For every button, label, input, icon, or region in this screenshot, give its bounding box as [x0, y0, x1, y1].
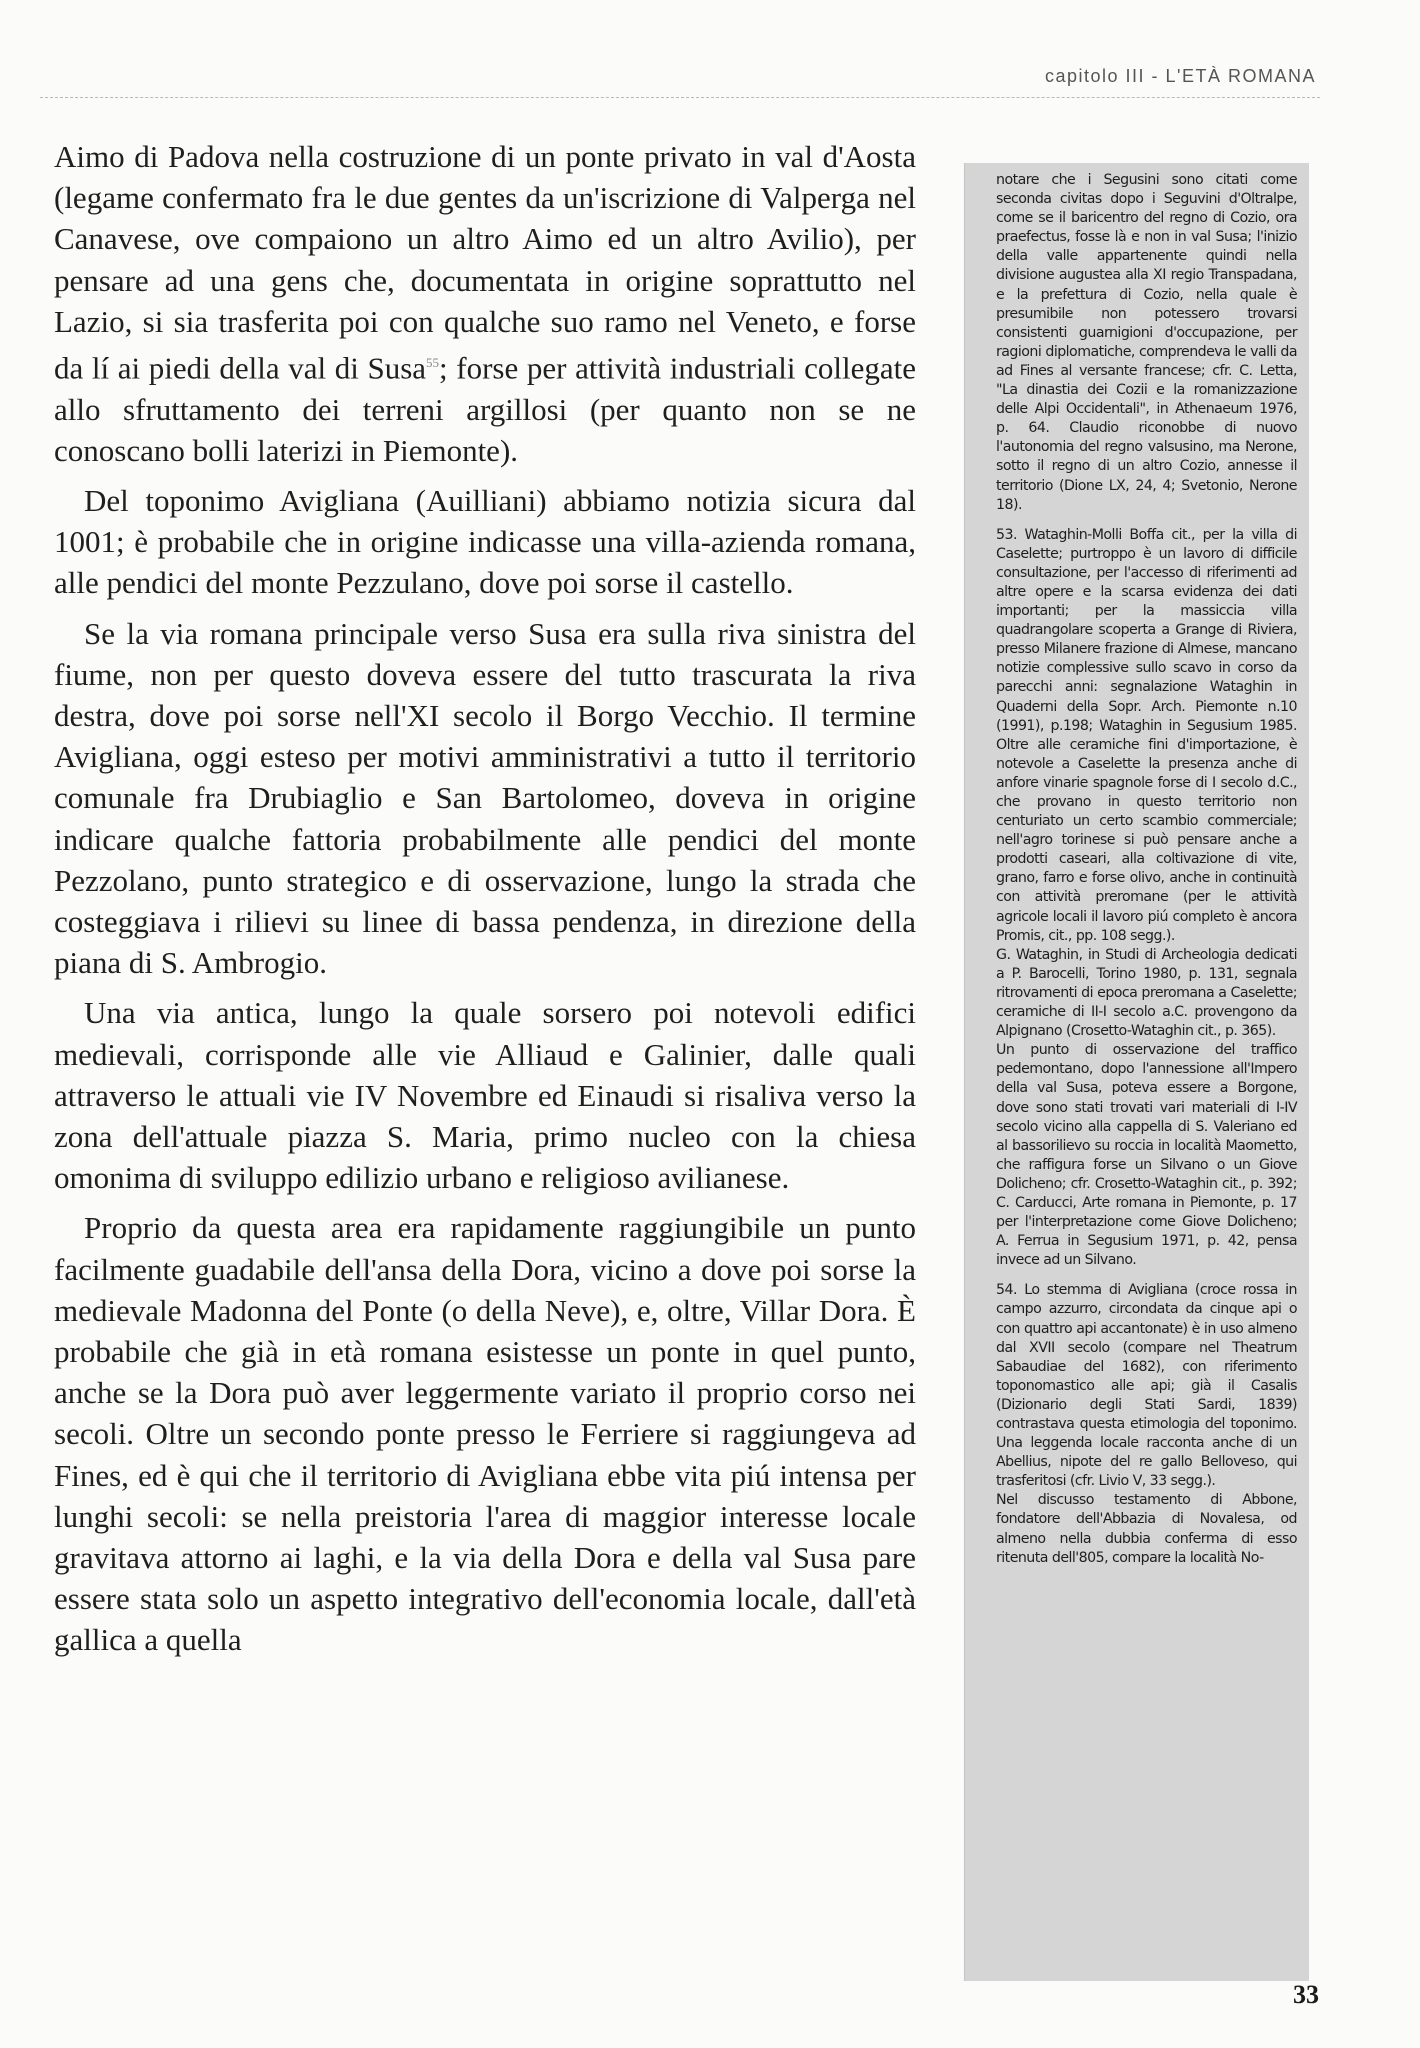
footnote-53-continued: G. Wataghin, in Studi di Archeologia dedicati a P. Barocelli, Torino 1980, p. 131, segnala ritrovamenti di epoca preromana a Caselette; ceramiche di II-I secolo a.C. provengono da Alpignano (Crosetto-Wataghin cit., p. 365).: [996, 946, 1297, 1040]
footnotes-sidebar: [964, 163, 1309, 1981]
main-paragraph: Proprio da questa area era rapidamente raggiungibile un punto facilmente guadabile dell'ansa della Dora, vicino a dove poi sorse la medievale Madonna del Ponte (o della Neve), e, oltre, Villar Dora. È probabile che già in età romana esistesse un ponte in quel punto, anche se la Dora può aver leggermente variato il proprio corso nei secoli. Oltre un secondo ponte presso le Ferriere si raggiungeva ad Fines, ed è qui che il territorio di Avigliana ebbe vita piú intensa per lunghi secoli: se nella preistoria l'area di maggior interesse locale gravitava attorno ai laghi, e la via della Dora e della val Susa pare essere stata solo un aspetto integrativo dell'economia locale, dall'età gallica a quella: [54, 1210, 916, 1658]
main-text-column: [54, 136, 916, 1670]
footnote: notare che i Segusini sono citati come seconda civitas dopo i Seguvini d'Oltralpe, come se il baricentro del regno di Cozio, ora praefectus, fosse là e non in val Susa; l'inizio della valle appartenente quindi nella divisione augustea alla XI regio Transpadana, e la prefettura di Cozio, nella quale è presumibile non potessero trovarsi consistenti guarnigioni d'occupazione, per ragioni diplomatiche, comprendeva le valli da ad Fines al versante francese; cfr. C. Letta, "La dinastia dei Cozii e la romanizzazione delle Alpi Occidentali", in Athenaeum 1976, p. 64. Claudio riconobbe di nuovo l'autonomia del regno valsusino, ma Nerone, sotto il regno di un altro Cozio, annesse il territorio (Dione LX, 24, 4; Svetonio, Nerone 18).: [996, 172, 1297, 513]
main-paragraph: Del toponimo Avigliana (Auilliani) abbiamo notizia sicura dal 1001; è probabile che in origine indicasse una villa-azienda romana, alle pendici del monte Pezzulano, dove poi sorse il castello.: [54, 482, 916, 601]
footnote-53-continued: Un punto di osservazione del traffico pedemontano, dopo l'annessione all'Impero della val Susa, poteva essere a Borgone, dove sono stati trovati vari materiali di I-IV secolo vicino alla cappella di S. Valeriano ed al bassorilievo su roccia in località Maometto, che raffigura forse un Silvano o un Giove Dolicheno; cfr. Crosetto-Wataghin cit., p. 392; C. Carducci, Arte romana in Piemonte, p. 17 per l'interpretazione come Giove Dolicheno; A. Ferrua in Segusium 1971, p. 42, pensa invece ad un Silvano.: [996, 1042, 1297, 1269]
footnote-53: 53. Wataghin-Molli Boffa cit., per la villa di Caselette; purtroppo è un lavoro di difficile consultazione, per l'accesso di riferimenti ad altre opere e la scarsa evidenza dei dati importanti; per la massiccia villa quadrangolare scoperta a Grange di Riviera, presso Milanere frazione di Almese, mancano notizie complessive sullo scavo in corso da parecchi anni: segnalazione Wataghin in Quaderni della Sopr. Arch. Piemonte n.10 (1991), p.198; Wataghin in Segusium 1985. Oltre alle ceramiche fini d'importazione, è notevole a Caselette la presenza anche di anfore vinarie spagnole forse di I secolo d.C., che provano in questo territorio non centuriato un certo scambio commerciale; nell'agro torinese si può pensare anche a prodotti caseari, alla coltivazione di vite, grano, farro e forse olivo, anche in continuità con attività preromane (per le attività agricole locali il lavoro piú completo è ancora Promis, cit., pp. 108 segg.).: [996, 526, 1297, 944]
footnote-54-continued: Nel discusso testamento di Abbone, fondatore dell'Abbazia di Novalesa, od almeno nella dubbia conferma di esso ritenuta dell'805, compare la località No-: [996, 1492, 1297, 1566]
main-paragraph: Una via antica, lungo la quale sorsero poi notevoli edifici medievali, corrisponde alle vie Alliaud e Galinier, dalle quali attraverso le attuali vie IV Novembre ed Einaudi si risaliva verso la zona dell'attuale piazza S. Maria, primo nucleo con la chiesa omonima di sviluppo edilizio urbano e religioso avilianese.: [54, 995, 916, 1196]
page-number: 33: [1293, 1980, 1319, 2009]
footnote-reference: 55: [426, 355, 440, 371]
running-head: capitolo III - L'ETÀ ROMANA: [1044, 66, 1316, 86]
main-paragraph: [54, 136, 916, 471]
main-paragraph: Se la via romana principale verso Susa era sulla riva sinistra del fiume, non per questo doveva essere del tutto trascurata la riva destra, dove poi sorse nell'XI secolo il Borgo Vecchio. Il termine Avigliana, oggi esteso per motivi amministrativi a tutto il territorio comunale fra Drubiaglio e San Bartolomeo, doveva in origine indicare qualche fattoria probabilmente alle pendici del monte Pezzolano, punto strategico e di osservazione, lungo la strada che costeggiava i rilievi su linee di bassa pendenza, in direzione della piana di S. Ambrogio.: [54, 615, 916, 981]
main-paragraph-text: Aimo di Padova nella costruzione di un ponte privato in val d'Aosta (legame confermato fra le due gentes da un'iscrizione di Valperga nel Canavese, ove compaiono un altro Aimo ed un altro Avilio), per pensare ad una gens che, documentata in origine soprattutto nel Lazio, si sia trasferita poi con qualche suo ramo nel Veneto, e forse da lí ai piedi della val di Susa: [54, 139, 916, 386]
header-rule: [40, 97, 1320, 98]
footnote-54: 54. Lo stemma di Avigliana (croce rossa in campo azzurro, circondata da cinque api o con quattro api accantonate) è in uso almeno dal XVII secolo (compare nel Theatrum Sabaudiae del 1682), con riferimento toponomastico alle api; già il Casalis (Dizionario degli Stati Sardi, 1839) contrastava questa etimologia del toponimo. Una leggenda locale racconta anche di un Abellius, nipote del re gallo Belloveso, qui trasferitosi (cfr. Livio V, 33 segg.).: [996, 1282, 1297, 1490]
main-paragraph-text: ; forse per attività industriali collegate allo sfruttamento dei terreni argillosi (per quanto non se ne conoscano bolli laterizi in Piemonte).: [54, 350, 916, 468]
